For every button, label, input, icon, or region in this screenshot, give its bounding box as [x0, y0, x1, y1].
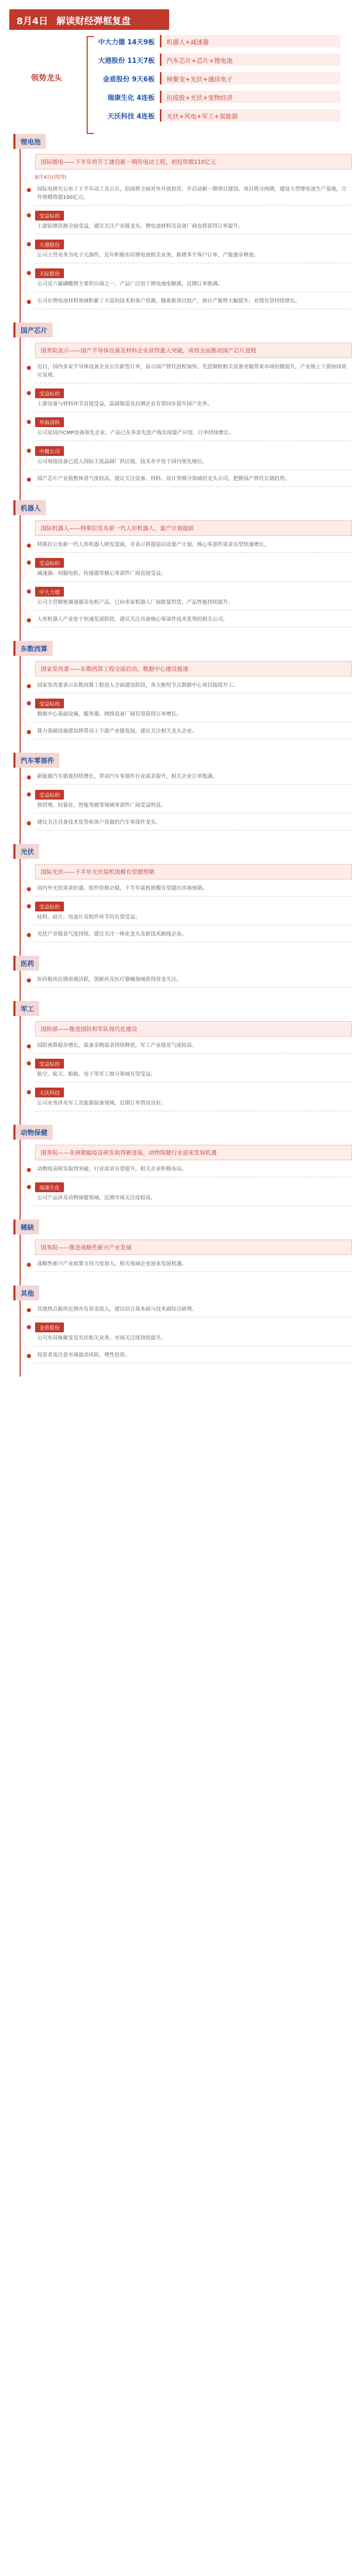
- bullet-icon: [27, 213, 31, 217]
- item-text: 公司是国内CMP设备领先企业，产品已在多条先进产线实现量产应用，订单持续增长。: [35, 429, 352, 441]
- list-item: [35, 1165, 352, 1177]
- item-label: 受益标的: [35, 699, 64, 708]
- list-item: [35, 902, 352, 925]
- list-item: [35, 616, 352, 628]
- item-text: 国际电研究公布了下半年动工及公告，招商将全面对外开放投资，并启动新一期项目建设。项目将分两期，建设大型锂电池生产基地，合作规模将超100亿元。: [35, 185, 352, 206]
- leader-row: [98, 71, 340, 86]
- item-label: 受益标的: [35, 558, 64, 568]
- list-item: [35, 297, 352, 309]
- item-text: 公司是六氟磷酸锂主要供应商之一，产品广泛用于锂电池电解液，近期订单饱满。: [35, 280, 352, 292]
- bullet-icon: [27, 933, 31, 937]
- bullet-icon: [27, 730, 31, 734]
- section-banner: 国务院——非洲猪瘟疫苗研发取得新进展，动物保健行业迎来发展机遇: [35, 1145, 352, 1160]
- bullet-icon: [27, 1168, 31, 1172]
- list-item: [35, 268, 352, 292]
- section-banner: 国家发改委——东数西算工程全面启动，数据中心建设提速: [35, 661, 352, 676]
- item-text: 公司布局核聚变及光伏相关业务，市场关注度持续提升。: [35, 1334, 352, 1346]
- item-text: 建议关注具备技术优势和客户资源的汽车零部件龙头。: [35, 819, 352, 831]
- bullet-icon: [27, 589, 31, 594]
- section-title: 动物保健: [13, 1125, 53, 1140]
- item-text: 数据中心基础设施、服务器、网络设备厂商有望获得订单增长。: [35, 710, 352, 722]
- item-text: 投资者需注意市场波动风险，理性投资。: [35, 1351, 352, 1363]
- item-label: 受益标的: [35, 1059, 64, 1069]
- item-text: 算力基础设施建设将带动上下游产业链发展，建议关注相关龙头企业。: [35, 727, 352, 739]
- list-item: [35, 211, 352, 234]
- list-item: [35, 1059, 352, 1082]
- list-item: [35, 446, 352, 470]
- section: [9, 500, 352, 628]
- item-text: 公司产品涉及动物保健领域，近期市场关注度较高。: [35, 1194, 352, 1206]
- list-item: [35, 727, 352, 739]
- bullet-icon: [27, 1354, 31, 1358]
- item-text: 新能源汽车销量持续增长，带动汽车零部件行业需求提升，相关企业订单饱满。: [35, 773, 352, 785]
- list-item: [35, 1351, 352, 1363]
- leader-tags: 光伏+风电+军工+氢能源: [160, 109, 340, 122]
- list-item: [35, 819, 352, 831]
- list-item: [35, 475, 352, 487]
- leader-stock: 中大力德 14天9板: [98, 38, 155, 46]
- leaders-list: [98, 34, 340, 127]
- section-title: 机器人: [13, 500, 46, 515]
- section: [9, 1219, 352, 1272]
- list-item: [35, 682, 352, 693]
- section: [9, 753, 352, 831]
- bullet-icon: [27, 1185, 31, 1189]
- section: [9, 1001, 352, 1111]
- leader-tags: 核聚变+光伏+通讯电子: [160, 72, 340, 84]
- list-item: [35, 1042, 352, 1054]
- item-label: 受益标的: [35, 388, 64, 398]
- list-item: [35, 558, 352, 582]
- bullet-icon: [27, 544, 31, 548]
- timeline: [0, 134, 361, 1397]
- item-text: 战略性新兴产业政策支持力度加大，相关领域企业迎来发展机遇。: [35, 1260, 352, 1272]
- bullet-icon: [27, 684, 31, 688]
- item-text: 国产芯片产业链整体景气度较高，建议关注设备、材料、设计等细分领域的龙头公司，把握国产替代长期趋势。: [35, 475, 352, 487]
- item-label: 受益标的: [35, 790, 64, 800]
- section-banner: 国际锂电——下半年将开工建设新一期传电动工程，初投资额110亿元: [35, 154, 352, 170]
- item-text: 公司主营精密减速器及电机产品，已向多家机器人厂商批量供货，产品性能持续提升。: [35, 599, 352, 611]
- list-item: [35, 699, 352, 722]
- section-banner: 国际机器人——特斯拉发布新一代人形机器人，量产计划提前: [35, 520, 352, 536]
- item-label: 中微公司: [35, 446, 64, 456]
- item-text: 近日，国内多家半导体设备企业公告新签订单，显示国产替代进程加快。先进制程相关设备突破带来市场份额提升，产业链上下游协同效应显现。: [35, 363, 352, 383]
- list-item: [35, 885, 352, 896]
- section-title: 东数西算: [13, 641, 53, 656]
- bullet-icon: [27, 1263, 31, 1267]
- report-date: 8月4日: [17, 16, 48, 27]
- section-title: 军工: [13, 1001, 39, 1016]
- list-item: [35, 1182, 352, 1206]
- bullet-icon: [27, 242, 31, 246]
- list-item: [35, 1088, 352, 1111]
- item-text: 国防预算稳步增长，装备采购需求持续释放，军工产业链景气度较高。: [35, 1042, 352, 1054]
- bullet-icon: [27, 618, 31, 622]
- item-text: 公司主营业务为电子元器件，近年积极布局锂电池相关业务，新增多个客户订单，产能逐步释放。: [35, 251, 352, 263]
- page-title: [9, 9, 169, 30]
- section: [9, 844, 352, 942]
- leader-tags: 机器人+减速器: [160, 35, 340, 47]
- section-title: 其他: [13, 1285, 39, 1300]
- item-label: 华海清科: [35, 417, 64, 427]
- bullet-icon: [27, 366, 31, 370]
- list-item: [35, 790, 352, 814]
- section-title: 稀缺: [13, 1219, 39, 1234]
- bullet-icon: [27, 561, 31, 565]
- bullet-icon: [27, 1325, 31, 1329]
- section-banner: 国际光伏——下半年光伏装机规模有望超预期: [35, 864, 352, 879]
- list-item: [35, 587, 352, 611]
- item-label: 瑞康生化: [35, 1182, 64, 1192]
- section-title: 医药: [13, 956, 39, 971]
- item-label: 大港股份: [35, 240, 64, 249]
- section: [9, 956, 352, 988]
- leader-tags: 汽车芯片+芯片+锂电池: [160, 54, 340, 66]
- section: [9, 1285, 352, 1363]
- leader-row: [98, 53, 340, 67]
- leader-row: [98, 90, 340, 104]
- list-item: [35, 185, 352, 206]
- list-item: [35, 1306, 352, 1317]
- item-text: 减速器、伺服电机、传感器等核心零部件厂商直接受益。: [35, 570, 352, 582]
- item-label: 中大力德: [35, 587, 64, 597]
- bullet-icon: [27, 978, 31, 982]
- item-label: 天际股份: [35, 268, 64, 278]
- bullet-icon: [27, 420, 31, 424]
- bullet-icon: [27, 1044, 31, 1048]
- leaders-label: 领势龙头: [31, 73, 62, 82]
- section: [9, 1125, 352, 1206]
- item-text: 光伏产业链景气度持续，建议关注一体化龙头及新技术路线企业。: [35, 930, 352, 942]
- list-item: [35, 417, 352, 441]
- item-text: 公司刻蚀设备已进入国际主流晶圆厂供应链，技术水平处于国内领先地位。: [35, 458, 352, 470]
- leaders-bracket: [87, 36, 94, 134]
- item-text: 人形机器人产业处于快速发展阶段，建议关注具备核心零部件技术优势的相关公司。: [35, 616, 352, 628]
- leader-row: [98, 108, 340, 123]
- section-title: 光伏: [13, 844, 39, 859]
- section-date: 8月4日(周四): [35, 175, 67, 180]
- item-text: 硅料、硅片、电池片及组件环节均有望受益。: [35, 913, 352, 925]
- list-item: [35, 773, 352, 785]
- list-item: [35, 240, 352, 263]
- section: [9, 323, 352, 487]
- item-text: 其他热点板块近期亦有资金流入，建议结合基本面与技术面综合研判。: [35, 1306, 352, 1317]
- bullet-icon: [27, 775, 31, 779]
- leader-row: [98, 34, 340, 48]
- bullet-icon: [27, 449, 31, 453]
- item-text: 公司在锂电池材料领域积累了丰富的技术和客户资源，随着新项目投产，预计产能将大幅提升，业绩有望持续增长。: [35, 297, 352, 309]
- leader-tags: 抗疫股+光伏+宠物经济: [160, 91, 340, 103]
- list-item: [35, 541, 352, 553]
- section-banner: 国务院表示——国产半导体设备及材料企业获得重大突破，或将全面推动国产芯片进程: [35, 343, 352, 358]
- leader-stock: 大港股份 11天7板: [98, 57, 155, 65]
- leader-stock: 金盾股份 9天6板: [103, 75, 155, 83]
- bullet-icon: [27, 904, 31, 908]
- item-text: 动物疫苗研发取得突破，行业需求有望提升，相关企业积极布局。: [35, 1165, 352, 1177]
- leader-stock: 瑞康生化 4连板: [107, 94, 155, 102]
- list-item: [35, 1323, 352, 1346]
- bullet-icon: [27, 478, 31, 482]
- bullet-icon: [27, 701, 31, 705]
- page-header: [0, 0, 361, 134]
- item-text: 上游设备与材料环节直接受益，晶圆制造及封测企业有望同步提升国产化率。: [35, 400, 352, 412]
- bullet-icon: [27, 300, 31, 304]
- bullet-icon: [27, 271, 31, 275]
- bullet-icon: [27, 1090, 31, 1094]
- bullet-icon: [27, 887, 31, 891]
- bullet-icon: [27, 391, 31, 395]
- section: [9, 641, 352, 739]
- item-text: 上游钴锂资源全面受益，建议关注产业链龙头，锂电池材料及设备厂商也将获得订单提升。: [35, 223, 352, 234]
- list-item: [35, 388, 352, 412]
- section-title: 国产芯片: [13, 323, 53, 337]
- section-banner: 国务院——推进战略性新兴产业发展: [35, 1240, 352, 1255]
- item-label: 受益标的: [35, 902, 64, 911]
- bullet-icon: [27, 792, 31, 796]
- list-item: [35, 363, 352, 383]
- section-title: 汽车零部件: [13, 753, 59, 768]
- item-label: 受益标的: [35, 211, 64, 221]
- item-text: 国内外光伏需求旺盛，组件价格企稳，下半年装机规模有望超出市场预期。: [35, 885, 352, 896]
- bullet-icon: [27, 1308, 31, 1312]
- list-item: [35, 976, 352, 988]
- section-banner: 国防部——推进国防和军队现代化建设: [35, 1021, 352, 1037]
- bullet-icon: [27, 1061, 31, 1065]
- item-text: 医药板块近期表现活跃，创新药及医疗器械领域获得资金关注。: [35, 976, 352, 988]
- item-text: 公司业务涉及军工及能源装备领域，近期订单情况良好。: [35, 1099, 352, 1111]
- report-title: 解读财经弹框复盘: [56, 16, 131, 27]
- bullet-icon: [27, 821, 31, 825]
- item-text: 航空、航天、船舶、电子等军工细分领域有望受益。: [35, 1071, 352, 1082]
- item-label: 金盾股份: [35, 1323, 64, 1332]
- item-label: 天沃科技: [35, 1088, 64, 1097]
- section: [9, 134, 352, 309]
- list-item: [35, 1260, 352, 1272]
- item-text: 特斯拉公布新一代人形机器人研发进展，并表示将提前启动量产计划，核心零部件需求有望快速增长。: [35, 541, 352, 553]
- bullet-icon: [27, 188, 31, 192]
- item-text: 热管理、轻量化、智能驾驶等领域零部件厂商受益明显。: [35, 802, 352, 814]
- section-title: 锂电池: [13, 134, 46, 149]
- leader-stock: 天沃科技 4连板: [107, 112, 155, 121]
- list-item: [35, 930, 352, 942]
- item-text: 国家发改委表示东数西算工程进入全面建设阶段，各大枢纽节点数据中心项目陆续开工。: [35, 682, 352, 693]
